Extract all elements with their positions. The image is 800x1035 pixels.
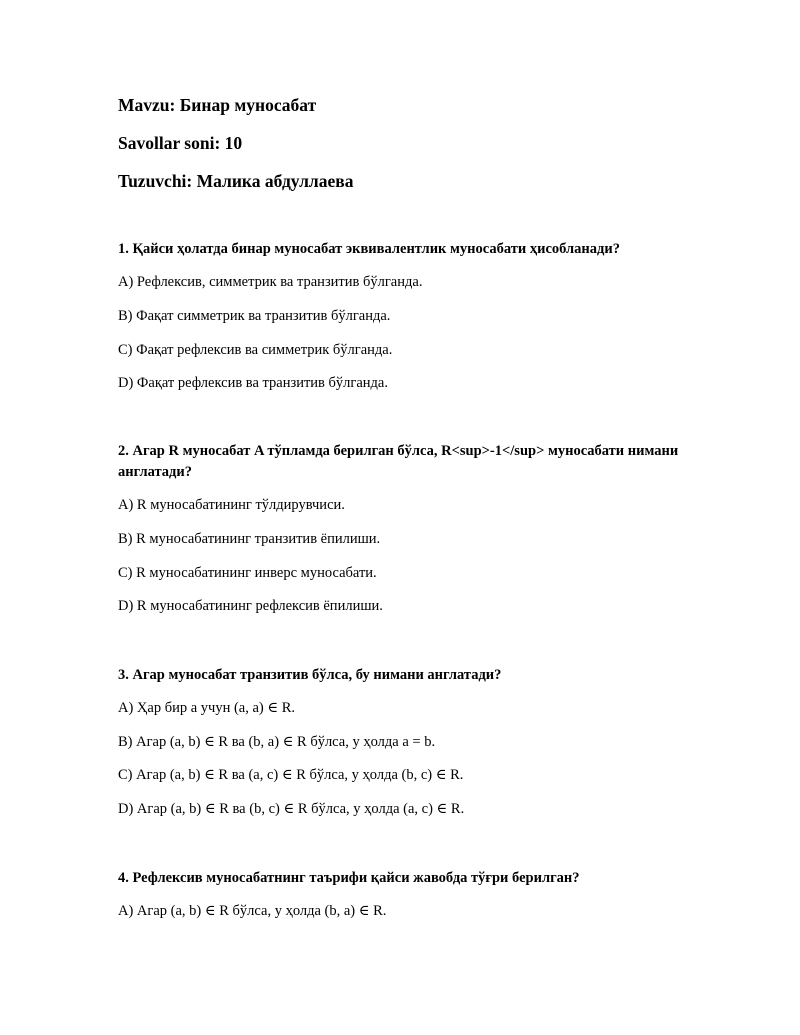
question-1-option-a: A) Рефлексив, симметрик ва транзитив бўлганда. — [118, 274, 423, 290]
question-3-option-c: C) Агар (a, b) ∈ R ва (a, c) ∈ R бўлса, у ҳолда (b, c) ∈ R. — [118, 767, 464, 783]
question-2-option-a: A) R муносабатининг тўлдирувчиси. — [118, 497, 345, 513]
question-4-title: 4. Рефлексив муносабатнинг таърифи қайси жавобда тўғри берилган? — [118, 870, 580, 886]
question-2-option-b: B) R муносабатининг транзитив ёпилиши. — [118, 531, 381, 547]
question-1-option-d: D) Фақат рефлексив ва транзитив бўлганда. — [118, 375, 388, 391]
question-3-option-d: D) Агар (a, b) ∈ R ва (b, c) ∈ R бўлса, у ҳолда (a, c) ∈ R. — [118, 801, 465, 817]
question-2-option-d: D) R муносабатининг рефлексив ёпилиши. — [118, 598, 383, 614]
topic-heading: Mavzu: Бинар муносабат — [118, 95, 317, 115]
question-1-option-b: B) Фақат симметрик ва транзитив бўлганда. — [118, 308, 391, 324]
question-2-option-c: C) R муносабатининг инверс муносабати. — [118, 565, 377, 581]
question-4-option-a: A) Агар (a, b) ∈ R бўлса, у ҳолда (b, a) ∈ R. — [118, 903, 387, 919]
question-2-title: 2. Агар R муносабат A тўпламда берилган бўлса, R<sup>-1</sup> муносабати нимани англатади? — [118, 443, 679, 480]
question-3-option-a: A) Ҳар бир a учун (a, a) ∈ R. — [118, 700, 296, 716]
question-3-title: 3. Агар муносабат транзитив бўлса, бу нимани англатади? — [118, 667, 502, 683]
question-1-option-c: C) Фақат рефлексив ва симметрик бўлганда. — [118, 342, 393, 358]
question-1-title: 1. Қайси ҳолатда бинар муносабат эквивалентлик муносабати ҳисобланади? — [118, 241, 620, 257]
question-count-heading: Savollar soni: 10 — [118, 133, 243, 153]
author-heading: Tuzuvchi: Малика абдуллаева — [118, 171, 354, 191]
question-3-option-b: B) Агар (a, b) ∈ R ва (b, a) ∈ R бўлса, у ҳолда a = b. — [118, 734, 436, 750]
